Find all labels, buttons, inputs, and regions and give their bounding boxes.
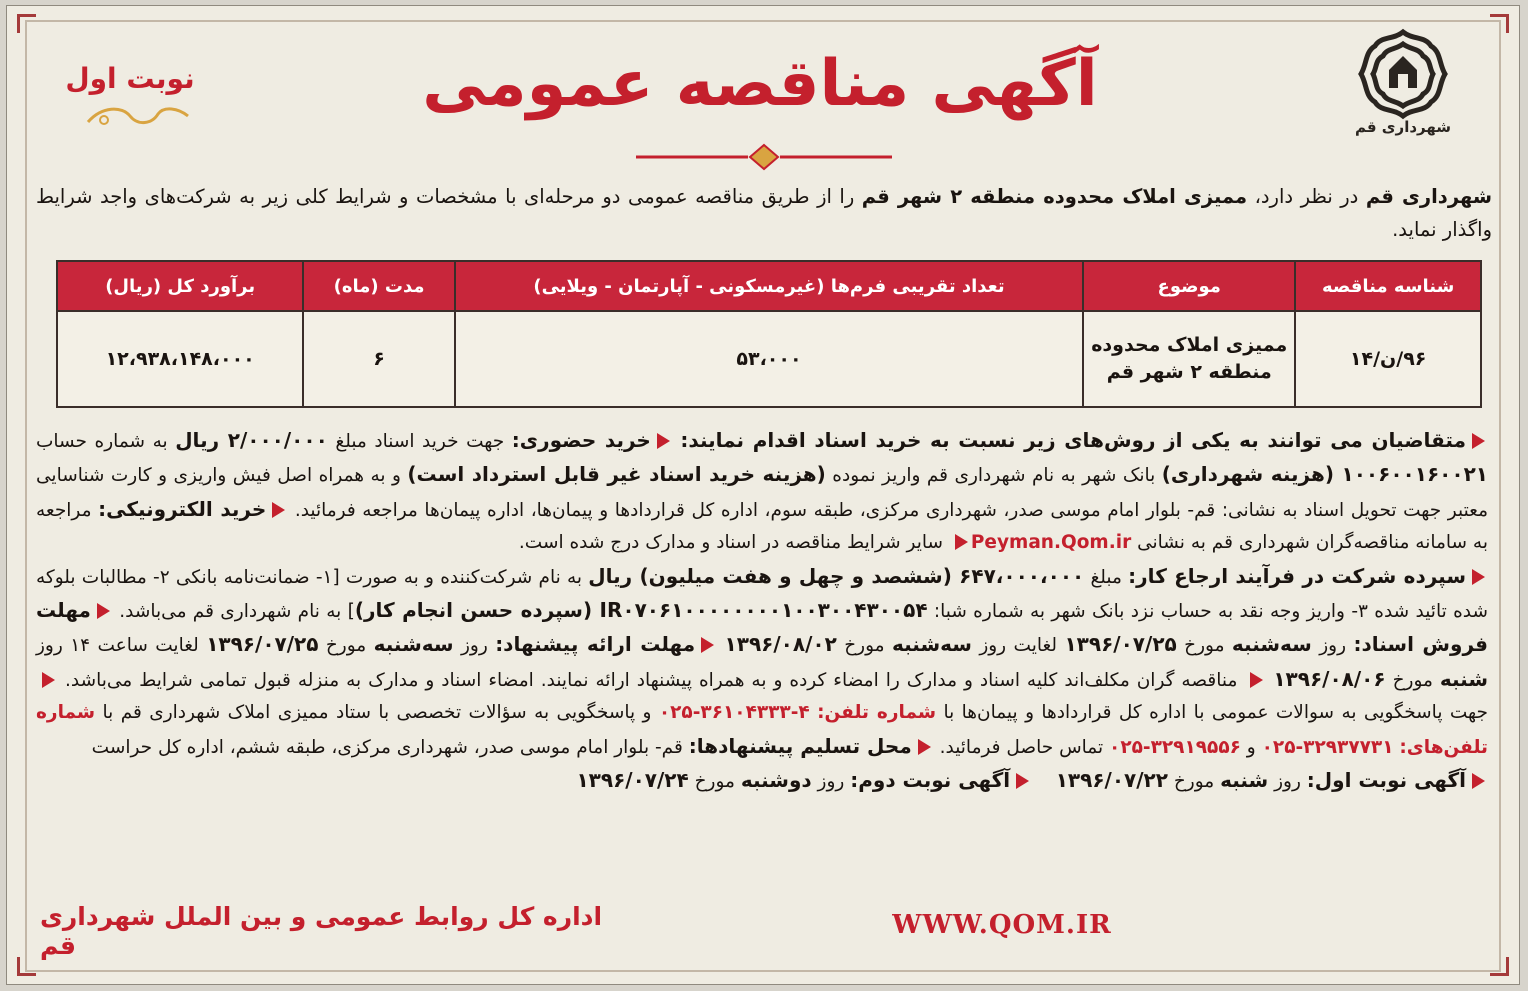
publication-text: روز — [1268, 771, 1307, 793]
frame-corner — [17, 957, 36, 976]
sale-text: لغایت روز — [971, 635, 1065, 657]
phones-text: جهت پاسخگویی به سوالات عمومی با اداره کل قراردادها و پیمان‌ها با — [936, 702, 1488, 724]
bullet-arrow-icon — [1472, 433, 1485, 449]
purchase-text: به شماره حساب — [36, 431, 176, 452]
header-tender-id: شناسه مناقصه — [1295, 261, 1481, 311]
sale-date-2: ۱۳۹۶/۰۸/۰۲ — [724, 632, 837, 657]
submit-day-2: شنبه — [1439, 666, 1489, 691]
bullet-arrow-icon — [1016, 773, 1029, 789]
cell-estimate: ۱۲،۹۳۸،۱۴۸،۰۰۰ — [57, 311, 303, 407]
phone-technical-1: ۰۲۵-۳۲۹۳۷۷۳۱ — [1261, 736, 1394, 758]
first-notice-date: ۱۳۹۶/۰۷/۲۲ — [1055, 768, 1168, 793]
deposit-iban: IR۰۷۰۶۱۰۰۰۰۰۰۰۰۱۰۰۳۰۰۴۳۰۰۵۴ (سپرده حسن انجام کار) — [354, 598, 928, 623]
delivery-text: قم- بلوار امام موسی صدر، شهرداری مرکزی، طبقه ششم، اداره کل حراست — [91, 736, 689, 758]
intro-text: در نظر دارد، — [1247, 185, 1366, 208]
online-url-link[interactable]: Peyman.Qom.ir — [970, 532, 1132, 554]
cell-tender-id: ۹۶/ن/۱۴ — [1295, 311, 1481, 407]
intro-lead: شهرداری قم — [1365, 185, 1492, 208]
in-person-label: خرید حضوری: — [511, 428, 651, 452]
sale-text: روز — [1311, 635, 1354, 657]
phones-text: تماس حاصل فرمائید. — [939, 736, 1110, 758]
header-duration: مدت (ماه) — [303, 261, 454, 311]
bullet-arrow-icon — [955, 534, 968, 550]
turn-badge: نوبت اول — [65, 62, 195, 95]
cell-duration: ۶ — [303, 311, 454, 407]
tender-table — [56, 260, 1482, 408]
deposit-text: به نام شرکت‌کننده و به صورت [۱- ضمانت‌نامه بانکی ۲- مطالبات بلوکه شده تائید شده ۳- واریز وجه نقد به حساب نزد بانک شهر به شماره شبا: — [36, 566, 1488, 623]
second-notice-day: دوشنبه — [740, 768, 812, 793]
submit-date-1: ۱۳۹۶/۰۷/۲۵ — [206, 632, 319, 657]
frame-corner — [1490, 14, 1509, 33]
sale-day-2: سه‌شنبه — [891, 632, 972, 657]
online-text: سایر شرایط مناقصه در اسناد و مدارک درج شده است. — [518, 532, 949, 554]
bullet-arrow-icon — [1472, 569, 1485, 585]
submit-text: مورخ — [1385, 669, 1440, 691]
phones-text: و پاسخگویی به سؤالات تخصصی با ستاد ممیزی املاک شهرداری قم با — [95, 702, 659, 724]
logo-caption: شهرداری قم — [1355, 118, 1452, 136]
deposit-text: مبلغ — [1084, 566, 1129, 588]
submit-day-1: سه‌شنبه — [373, 632, 454, 657]
bullet-arrow-icon — [272, 502, 285, 518]
sale-text: مورخ — [836, 635, 892, 657]
footer-department: اداره کل روابط عمومی و بین الملل شهرداری قم — [40, 902, 603, 960]
obligation-text: مناقصه گران مکلف‌اند کلیه اسناد و مدارک را امضاء کرده و به همراه پیشنهاد ارائه نمایند. امضاء اسناد و مدارک به منزله قبول تمامی شرایط می‌باشد. — [64, 669, 1245, 691]
phone-label-technical: شماره تلفن‌های: — [36, 702, 1488, 758]
sale-deadline-label: مهلت فروش اسناد: — [36, 598, 1488, 657]
deposit-paragraph — [36, 560, 1488, 764]
sale-day-1: سه‌شنبه — [1231, 632, 1312, 657]
sale-date-1: ۱۳۹۶/۰۷/۲۵ — [1064, 632, 1177, 657]
purchase-text: و به همراه اصل فیش واریزی و کارت شناسایی معتبر جهت تحویل اسناد به نشانی: قم- بلوار امام موسی صدر، شهرداری مرکزی، طبقه سوم، اداره کل قراردادها و پیمان‌ها، اداره پیمان‌ها مراجعه فرمائید. — [36, 465, 1489, 521]
publication-text: مورخ — [688, 771, 741, 793]
cell-subject: ممیزی املاک محدوده منطقه ۲ شهر قم — [1083, 311, 1295, 407]
page-title: آگهی مناقصه عمومی — [422, 47, 1098, 121]
purchase-account: ۱۰۰۶۰۰۱۶۰۰۲۱ (هزینه شهرداری) — [1161, 462, 1488, 487]
table-row — [57, 311, 1481, 407]
phone-general: ۰۲۵-۳۶۱۰۴۳۳۳-۴ — [658, 702, 810, 724]
bullet-arrow-icon — [1250, 672, 1263, 688]
phone-label-general: شماره تلفن: — [817, 702, 937, 724]
municipality-logo — [1344, 26, 1462, 144]
publication-text: روز — [811, 771, 851, 793]
frame-corner — [1490, 957, 1509, 976]
phones-text: و — [1240, 736, 1262, 758]
purchase-text: بانک شهر به نام شهرداری قم واریز نموده — [825, 465, 1162, 487]
second-notice-date: ۱۳۹۶/۰۷/۲۴ — [576, 768, 689, 793]
publication-paragraph — [36, 764, 1488, 798]
header-estimate: برآورد کل (ریال) — [57, 261, 303, 311]
intro-text: را از طریق مناقصه عمومی دو مرحله‌ای با مشخصات و شرایط کلی زیر به شرکت‌های واجد شرایط واگذار نماید. — [36, 185, 1492, 241]
tender-conditions — [36, 424, 1488, 798]
bullet-arrow-icon — [1472, 773, 1485, 789]
purchase-text: جهت خرید اسناد مبلغ — [327, 431, 512, 452]
bullet-arrow-icon — [42, 672, 55, 688]
cell-form-count: ۵۳،۰۰۰ — [455, 311, 1083, 407]
intro-paragraph — [36, 180, 1492, 246]
bullet-arrow-icon — [701, 637, 714, 653]
table-header-row — [57, 261, 1481, 311]
submit-date-2: ۱۳۹۶/۰۸/۰۶ — [1273, 666, 1386, 691]
submit-text: روز — [453, 635, 496, 657]
deposit-text: ] به نام شهرداری قم می‌باشد. — [119, 601, 355, 623]
bullet-arrow-icon — [657, 433, 670, 449]
title-ornament-icon — [636, 142, 892, 172]
online-text: مراجعه به سامانه مناقصه‌گران شهرداری قم به نشانی — [36, 499, 1488, 554]
publication-text: مورخ — [1167, 771, 1221, 793]
bullet-arrow-icon — [918, 739, 931, 755]
purchase-paragraph — [36, 424, 1488, 560]
first-notice-day: شنبه — [1220, 768, 1269, 793]
sale-text: مورخ — [1176, 635, 1232, 657]
submit-text: مورخ — [318, 635, 374, 657]
deposit-amount: ۶۴۷،۰۰۰،۰۰۰ (ششصد و چهل و هفت میلیون) ریال — [588, 563, 1085, 588]
deposit-label: سپرده شرکت در فرآیند ارجاع کار: — [1128, 563, 1466, 588]
second-notice-label: آگهی نوبت دوم: — [850, 768, 1011, 793]
purchase-fee: ۲/۰۰۰/۰۰۰ ریال — [175, 428, 328, 452]
first-notice-label: آگهی نوبت اول: — [1306, 768, 1466, 793]
intro-subject: ممیزی املاک محدوده منطقه ۲ شهر قم — [861, 185, 1248, 208]
frame-corner — [17, 14, 36, 33]
nonrefundable-note: (هزینه خرید اسناد غیر قابل استرداد است) — [407, 462, 826, 487]
municipality-emblem-icon — [1355, 26, 1451, 122]
online-label: خرید الکترونیکی: — [98, 496, 267, 521]
header-form-count: تعداد تقریبی فرم‌ها (غیرمسکونی - آپارتمان - ویلایی) — [455, 261, 1083, 311]
purchase-intro: متقاضیان می توانند به یکی از روش‌های زیر نسبت به خرید اسناد اقدام نمایند: — [680, 428, 1466, 452]
delivery-label: محل تسلیم پیشنهادها: — [688, 733, 912, 758]
header-subject: موضوع — [1083, 261, 1295, 311]
submit-text: لغایت ساعت ۱۴ روز — [36, 635, 207, 657]
submit-deadline-label: مهلت ارائه پیشنهاد: — [495, 632, 696, 657]
swirl-ornament-icon — [82, 102, 194, 130]
phone-technical-2: ۰۲۵-۳۲۹۱۹۵۵۶ — [1109, 736, 1241, 758]
bullet-arrow-icon — [97, 603, 110, 619]
footer-website-link[interactable]: WWW.QOM.IR — [892, 910, 1112, 940]
